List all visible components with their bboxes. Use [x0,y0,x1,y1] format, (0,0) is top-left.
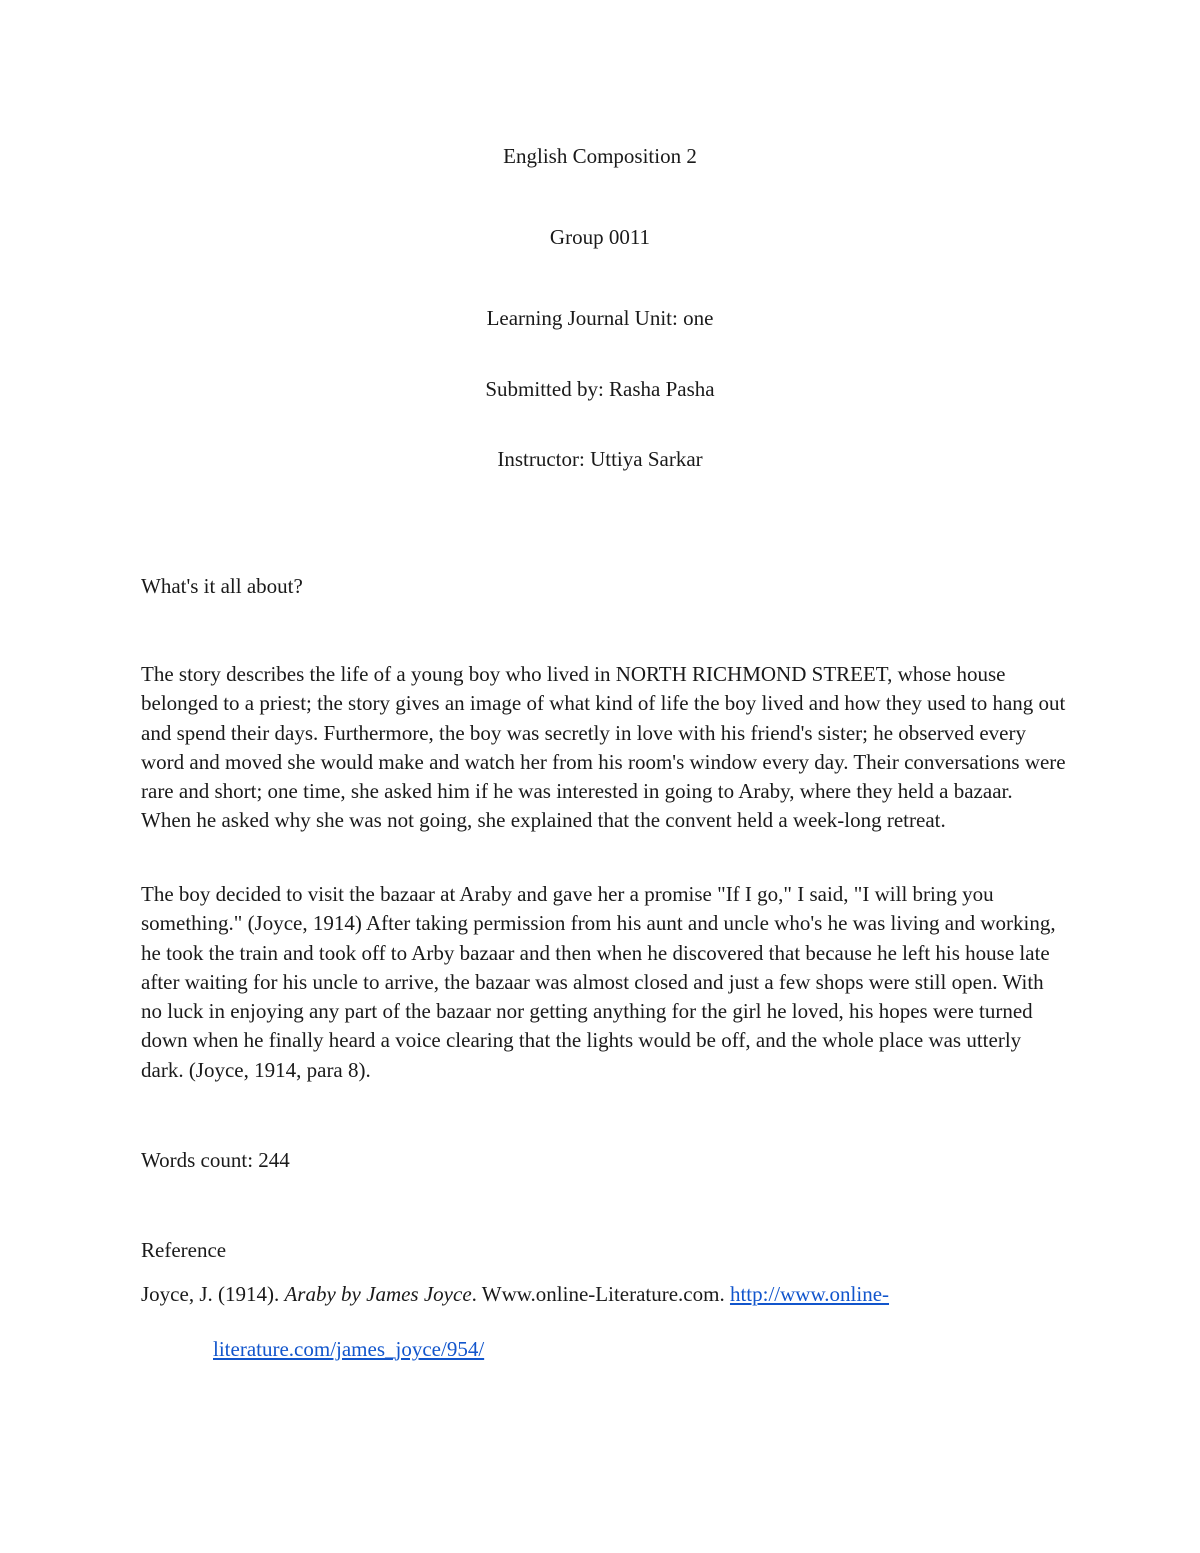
unit-label: Learning Journal Unit: one [486,306,714,330]
reference-publisher: . Www.online-Literature.com. [471,1282,730,1306]
reference-link-continuation [213,1335,484,1363]
reference-author-year: Joyce, J. (1914). [141,1282,285,1306]
reference-title: Araby by James Joyce [284,1282,472,1306]
reference-heading: Reference [141,1238,227,1262]
reference-entry [141,1280,889,1308]
submitted-by: Submitted by: Rasha Pasha [485,377,715,401]
section-question: What's it all about? [141,574,303,598]
group-label: Group 0011 [549,225,651,249]
word-count: Words count: 244 [141,1148,290,1172]
body-paragraph-2: The boy decided to visit the bazaar at Araby and gave her a promise "If I go," I said, "I will bring you something." (Joyce, 1914) After taking permission from his aunt and uncle who's he was living and working, he took the train and took off to Arby bazaar and then when he discovered that because he left his house late after waiting for his uncle to arrive, the bazaar was almost closed and just a few shops were still open. With no luck in enjoying any part of the bazaar nor getting anything for the girl he loved, his hopes were turned down when he finally heard a voice clearing that the lights would be off, and the whole place was utterly dark. (Joyce, 1914, para 8). [141,882,1056,1082]
body-paragraph-1: The story describes the life of a young boy who lived in NORTH RICHMOND STREET, whose house belonged to a priest; the story gives an image of what kind of life the boy lived and how they used to hang out and spend their days. Furthermore, the boy was secretly in love with his friend's sister; he observed every word and moved she would make and watch her from his room's window every day. Their conversations were rare and short; one time, she asked him if he was interested in going to Araby, where they held a bazaar. When he asked why she was not going, she explained that the convent held a week-long retreat. [141,662,1066,833]
reference-link-cont[interactable]: literature.com/james_joyce/954/ [213,1337,485,1361]
course-title: English Composition 2 [503,144,697,168]
reference-link[interactable]: http://www.online- [729,1282,890,1306]
instructor: Instructor: Uttiya Sarkar [497,447,703,471]
